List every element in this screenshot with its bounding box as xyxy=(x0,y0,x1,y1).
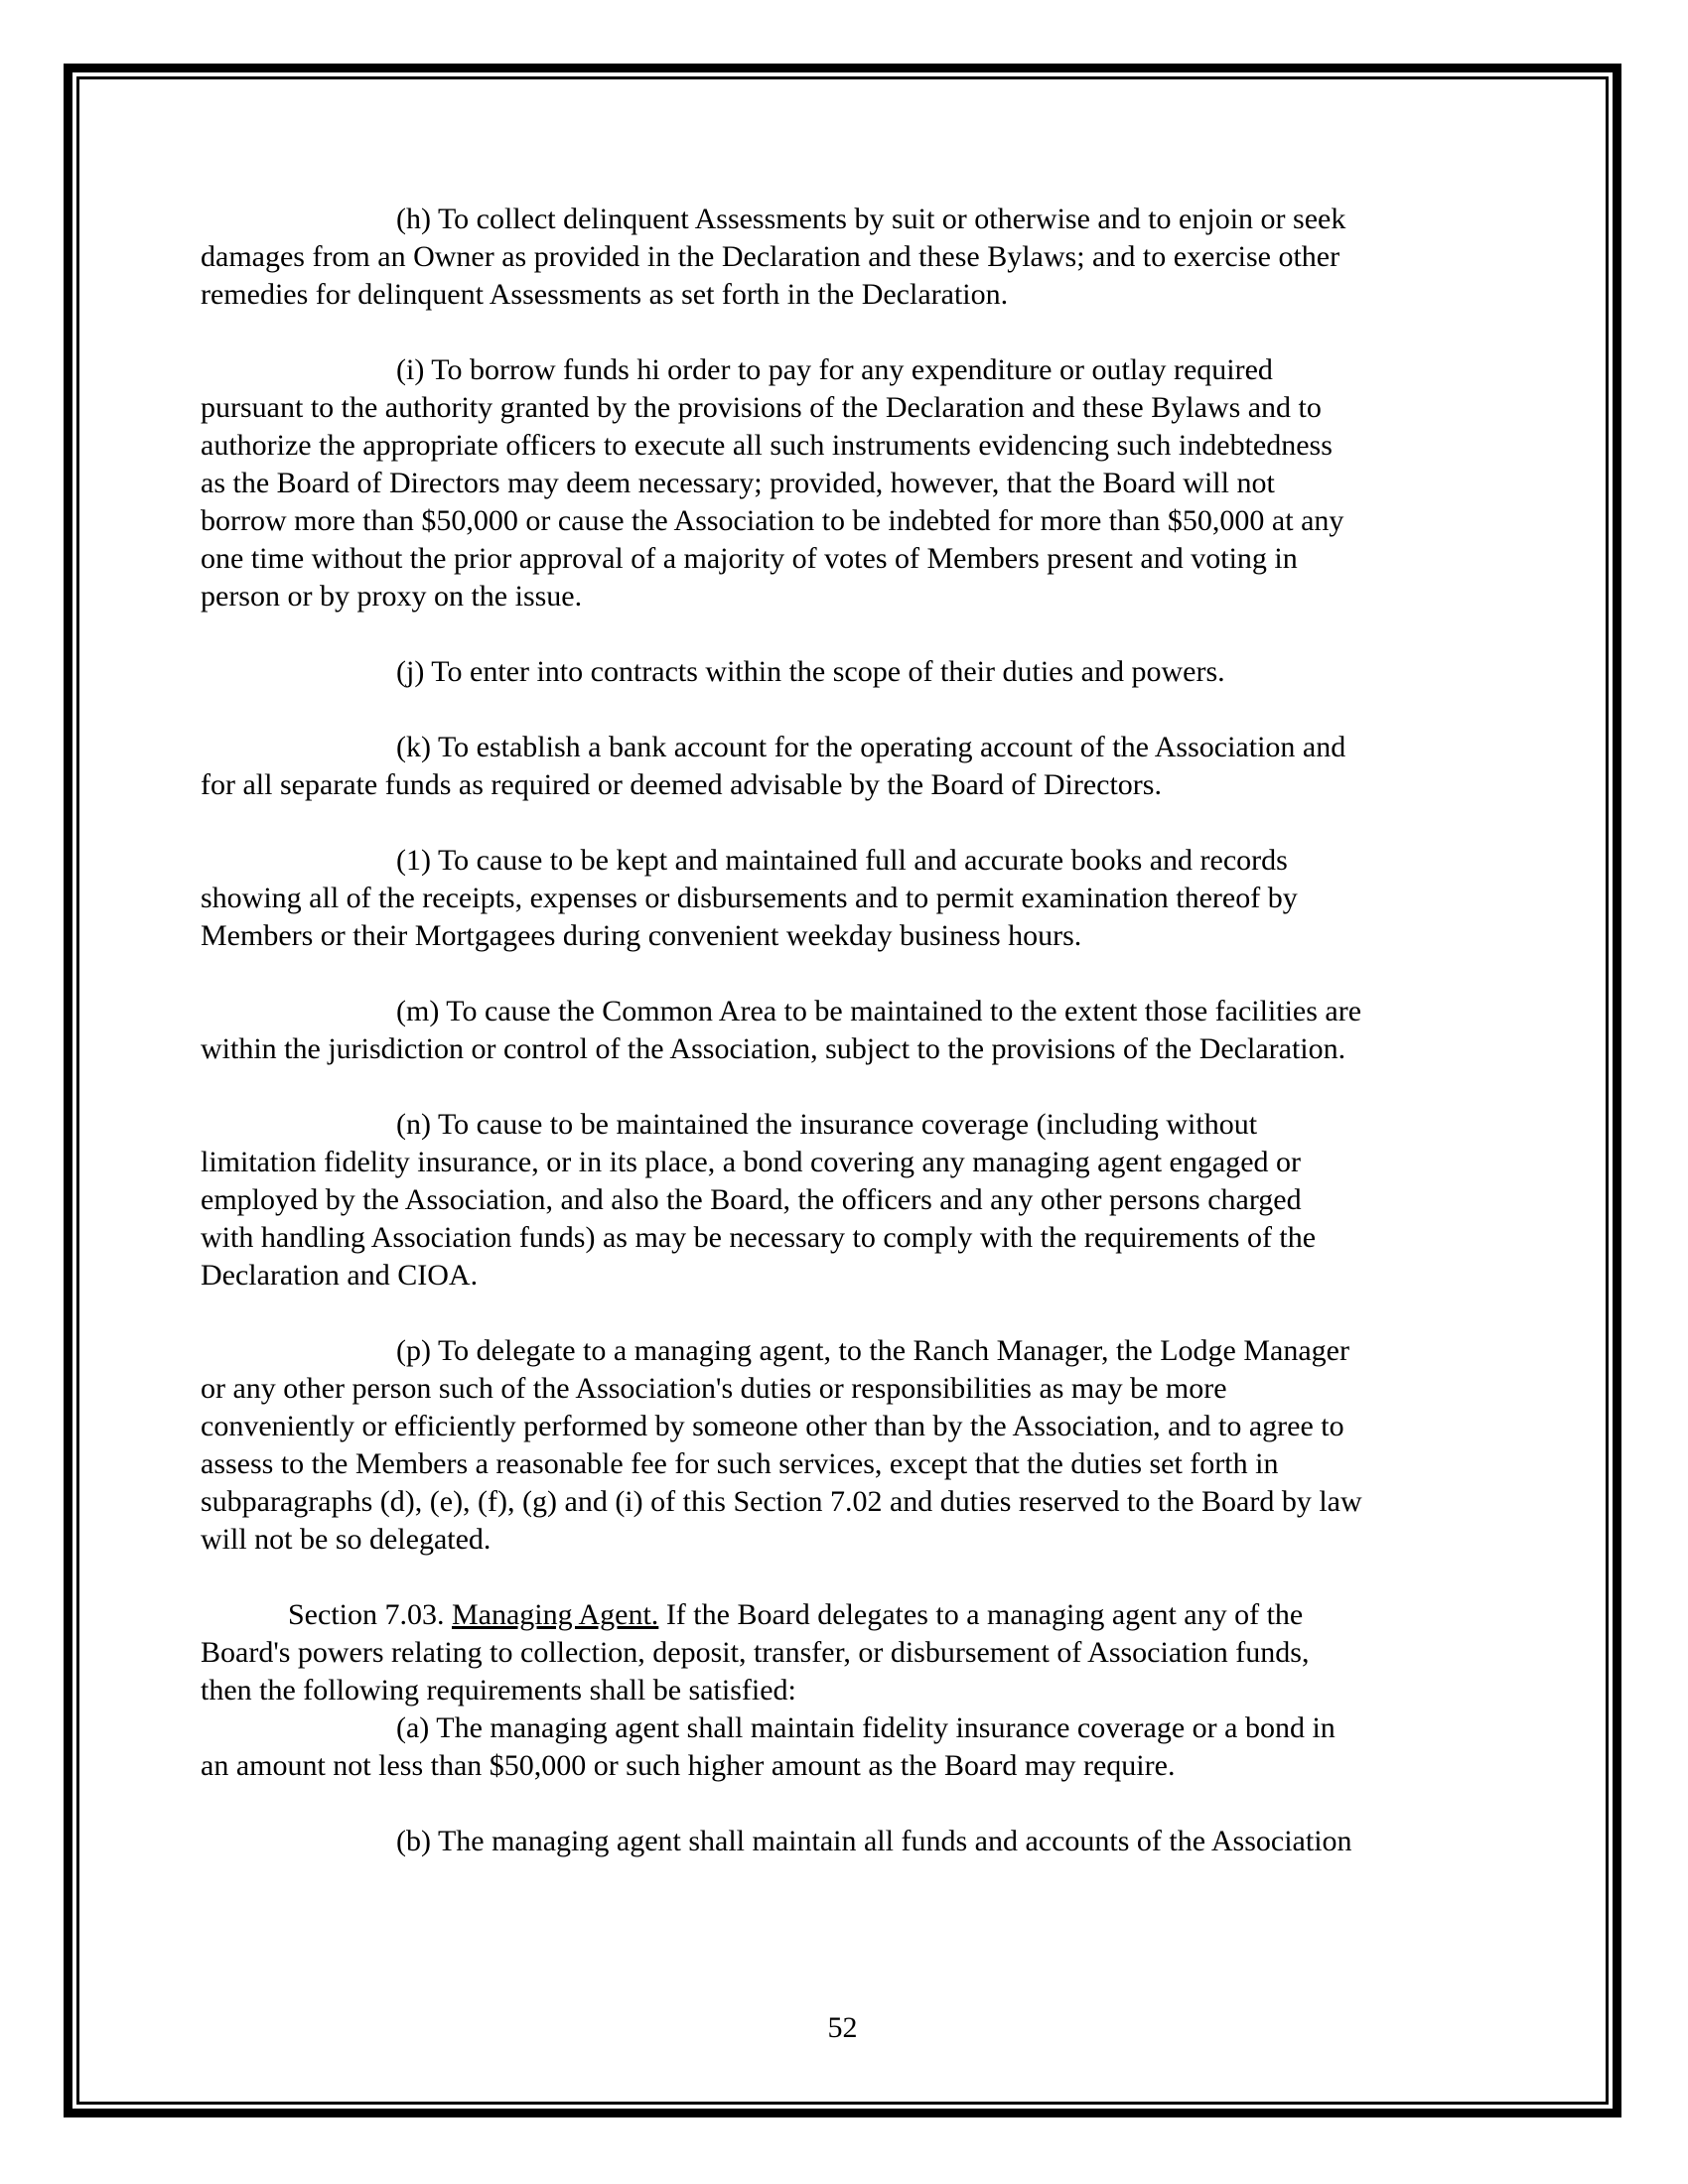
text-line xyxy=(201,1408,1536,1445)
paragraphs-container xyxy=(201,201,1536,1860)
text-line xyxy=(201,1332,1536,1370)
text-line xyxy=(201,766,1536,804)
text-line xyxy=(201,1672,1536,1709)
text-segment: (1) To cause to be kept and maintained full and accurate books and records xyxy=(396,844,1288,877)
paragraph-h xyxy=(201,201,1536,314)
text-segment: (p) To delegate to a managing agent, to the Ranch Manager, the Lodge Manager xyxy=(396,1334,1349,1367)
text-line xyxy=(201,238,1536,276)
text-line xyxy=(201,1823,1536,1860)
text-segment: with handling Association funds) as may be necessary to comply with the requirements of the xyxy=(201,1221,1317,1254)
text-line xyxy=(201,1521,1536,1559)
paragraph-l xyxy=(201,842,1536,955)
paragraph-b xyxy=(201,1823,1536,1860)
text-segment: damages from an Owner as provided in the Declaration and these Bylaws; and to exercise other xyxy=(201,240,1340,273)
text-line xyxy=(201,1219,1536,1257)
text-segment: (k) To establish a bank account for the operating account of the Association and xyxy=(396,731,1346,763)
text-line xyxy=(201,653,1536,691)
text-segment: subparagraphs (d), (e), (f), (g) and (i) of this Section 7.02 and duties reserved to the Board by law xyxy=(201,1485,1362,1518)
text-segment: (m) To cause the Common Area to be maintained to the extent those facilities are xyxy=(396,995,1362,1027)
text-segment: Members or their Mortgagees during convenient weekday business hours. xyxy=(201,919,1082,952)
text-line xyxy=(201,1257,1536,1295)
paragraph-a xyxy=(201,1709,1536,1785)
text-line xyxy=(201,540,1536,578)
text-line xyxy=(201,276,1536,314)
text-line xyxy=(201,842,1536,880)
text-segment: assess to the Members a reasonable fee for such services, except that the duties set forth in xyxy=(201,1447,1279,1480)
text-line xyxy=(201,389,1536,427)
paragraph-i xyxy=(201,351,1536,615)
text-segment: then the following requirements shall be satisfied: xyxy=(201,1674,796,1706)
text-line xyxy=(201,1709,1536,1747)
text-segment: (h) To collect delinquent Assessments by suit or otherwise and to enjoin or seek xyxy=(396,203,1346,235)
document-content xyxy=(79,79,1606,2102)
text-segment: remedies for delinquent Assessments as set forth in the Declaration. xyxy=(201,278,1009,311)
page-border-outer xyxy=(64,64,1621,2117)
page-footer xyxy=(79,2009,1606,2047)
paragraph-p xyxy=(201,1332,1536,1559)
text-line xyxy=(201,729,1536,766)
text-line xyxy=(201,1445,1536,1483)
text-segment: limitation fidelity insurance, or in its place, a bond covering any managing agent engaged or xyxy=(201,1146,1301,1178)
paragraph-m xyxy=(201,993,1536,1068)
text-segment: (n) To cause to be maintained the insurance coverage (including without xyxy=(396,1108,1258,1141)
page-border-inner xyxy=(76,76,1609,2105)
text-segment: (b) The managing agent shall maintain all funds and accounts of the Association xyxy=(396,1825,1352,1857)
text-line xyxy=(201,351,1536,389)
text-segment: one time without the prior approval of a majority of votes of Members present and voting in xyxy=(201,542,1298,575)
text-segment: person or by proxy on the issue. xyxy=(201,580,583,613)
text-line xyxy=(201,502,1536,540)
text-line xyxy=(201,1144,1536,1181)
text-segment: (i) To borrow funds hi order to pay for any expenditure or outlay required xyxy=(396,353,1273,386)
text-segment: borrow more than $50,000 or cause the Association to be indebted for more than $50,000 at any xyxy=(201,504,1344,537)
text-line xyxy=(201,1634,1536,1672)
text-segment: Section 7.03. xyxy=(288,1598,452,1631)
text-line xyxy=(201,578,1536,615)
paragraph-section-7-03 xyxy=(201,1596,1536,1709)
underlined-text-segment: Managing Agent. xyxy=(452,1598,659,1631)
text-segment: conveniently or efficiently performed by someone other than by the Association, and to agree to xyxy=(201,1410,1344,1442)
text-segment: Declaration and CIOA. xyxy=(201,1259,479,1292)
text-line xyxy=(201,1747,1536,1785)
text-segment: as the Board of Directors may deem necessary; provided, however, that the Board will not xyxy=(201,467,1275,499)
text-segment: showing all of the receipts, expenses or disbursements and to permit examination thereof by xyxy=(201,882,1298,914)
text-line xyxy=(201,1596,1536,1634)
text-line xyxy=(201,993,1536,1030)
text-line xyxy=(201,1370,1536,1408)
text-segment: an amount not less than $50,000 or such higher amount as the Board may require. xyxy=(201,1749,1176,1782)
text-line xyxy=(201,880,1536,917)
text-line xyxy=(201,427,1536,465)
text-segment: (j) To enter into contracts within the scope of their duties and powers. xyxy=(396,655,1225,688)
text-segment: for all separate funds as required or deemed advisable by the Board of Directors. xyxy=(201,768,1162,801)
text-line xyxy=(201,1106,1536,1144)
text-line xyxy=(201,917,1536,955)
text-segment: If the Board delegates to a managing agent any of the xyxy=(658,1598,1304,1631)
page-number: 52 xyxy=(827,2011,858,2044)
text-segment: employed by the Association, and also the Board, the officers and any other persons charged xyxy=(201,1183,1302,1216)
paragraph-k xyxy=(201,729,1536,804)
text-line xyxy=(201,1483,1536,1521)
text-line xyxy=(201,1030,1536,1068)
text-segment: or any other person such of the Association's duties or responsibilities as may be more xyxy=(201,1372,1227,1405)
text-line xyxy=(201,1181,1536,1219)
text-segment: authorize the appropriate officers to execute all such instruments evidencing such indebtedness xyxy=(201,429,1333,462)
text-segment: will not be so delegated. xyxy=(201,1523,492,1556)
text-segment: Board's powers relating to collection, deposit, transfer, or disbursement of Association funds, xyxy=(201,1636,1310,1669)
text-segment: (a) The managing agent shall maintain fidelity insurance coverage or a bond in xyxy=(396,1711,1336,1744)
paragraph-j xyxy=(201,653,1536,691)
text-segment: within the jurisdiction or control of the Association, subject to the provisions of the Declaration. xyxy=(201,1032,1346,1065)
paragraph-n xyxy=(201,1106,1536,1295)
text-line xyxy=(201,465,1536,502)
text-segment: pursuant to the authority granted by the provisions of the Declaration and these Bylaws and to xyxy=(201,391,1322,424)
text-line xyxy=(201,201,1536,238)
